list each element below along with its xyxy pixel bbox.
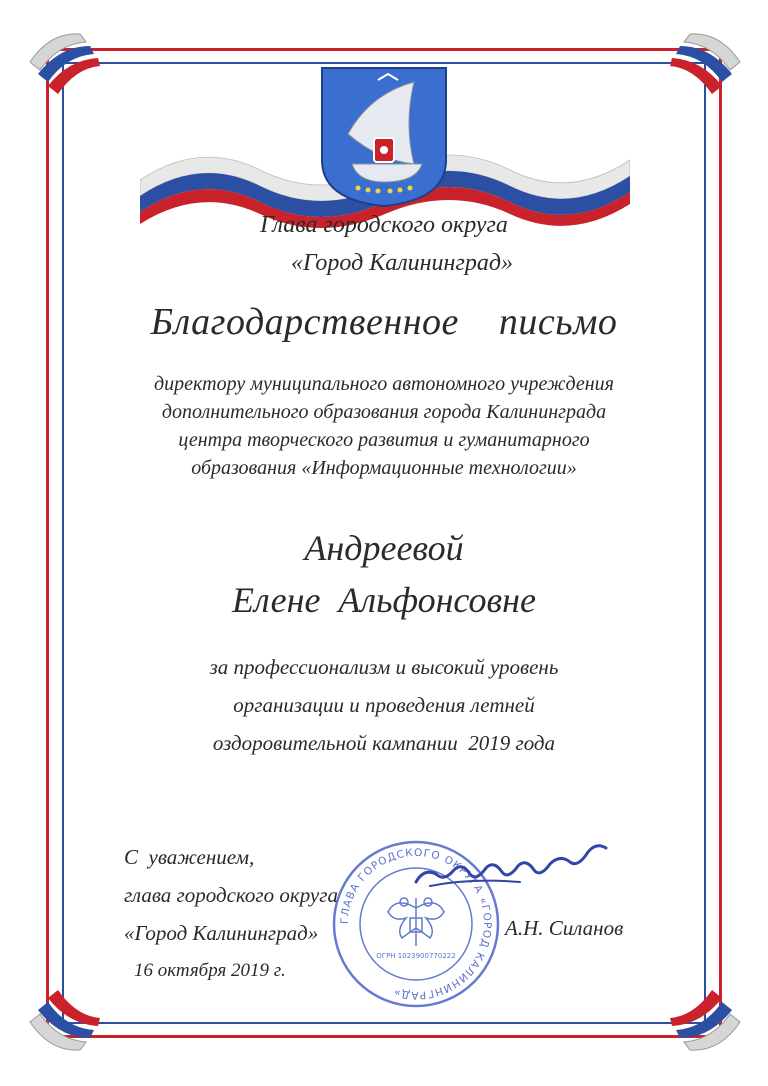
closing-block [124,838,338,952]
signer-name: А.Н. Силанов [505,916,624,940]
recipient-given-names: Елене Альфонсовне [232,580,536,620]
stamp-number: ОГРН 1023900770222 [376,952,456,960]
recipient-role-line: образования «Информационные технологии» [191,457,577,479]
document-title: Благодарственное письмо [150,301,618,343]
handwritten-signature [410,838,620,898]
reason-line: организации и проведения летней [233,693,535,717]
kaliningrad-coat-of-arms-icon [318,64,450,208]
recipient-role-line: центра творческого развития и гуманитарного [178,429,590,451]
double-headed-eagle-icon [388,898,444,946]
issue-date: 16 октября 2019 г. [134,960,286,981]
issuer-line-1: Глава городского округа [260,212,508,238]
closing-line-1: С уважением, [124,845,255,869]
top-right-corner-ribbon-icon [660,22,750,112]
reason-line: оздоровительной кампании 2019 года [212,731,556,755]
bottom-left-corner-ribbon-icon [20,972,110,1062]
recipient-role [0,370,768,482]
recipient-surname: Андреевой [304,528,464,568]
issuer-heading [0,206,768,282]
recipient-role-line: директору муниципального автономного учреждения [154,373,614,395]
closing-line-3: «Город Калининград» [124,921,319,945]
issuer-line-2: «Город Калининград» [291,250,513,276]
reason-line: за профессионализм и высокий уровень [209,655,559,679]
stamp-ring-text: ГЛАВА ГОРОДСКОГО ОКРУГА «ГОРОД КАЛИНИНГРАД» [338,846,494,1002]
bottom-right-corner-ribbon-icon [660,972,750,1062]
award-reason [0,648,768,762]
recipient-role-line: дополнительного образования города Калининграда [161,401,607,423]
top-left-corner-ribbon-icon [20,22,110,112]
recipient-name [0,522,768,626]
closing-line-2: глава городского округа [124,883,338,907]
